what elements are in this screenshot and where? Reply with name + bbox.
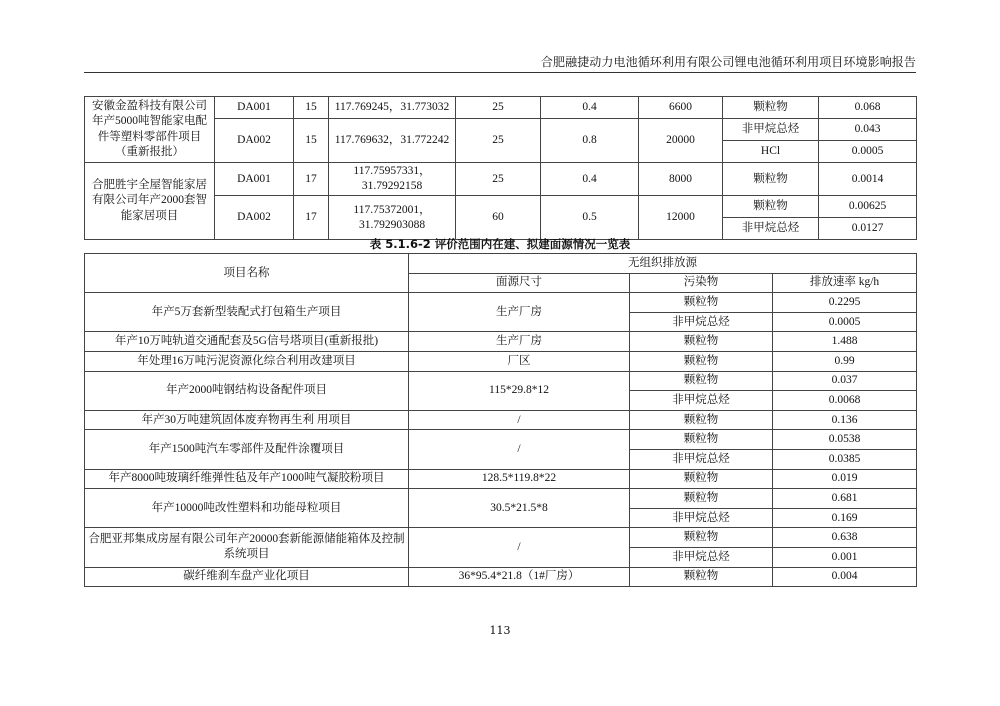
project-cell: 年处理16万吨污泥资源化综合利用改建项目: [85, 351, 409, 371]
coordinates: 117.769245，31.773032: [329, 97, 456, 119]
table-row: [85, 528, 917, 548]
emission-rate: 0.0538: [773, 430, 917, 450]
coordinates: 117.769632，31.772242: [329, 119, 456, 163]
coordinates: 117.75372001，31.792903088: [329, 196, 456, 240]
project-cell: 安徽金盈科技有限公司年产5000吨智能家电配件等塑料零部件项目（重新报批）: [85, 97, 215, 163]
emission-rate: 0.136: [773, 410, 917, 430]
stack-height: 17: [294, 196, 329, 240]
emission-rate: 0.00625: [819, 196, 917, 218]
header-area-size: 面源尺寸: [409, 273, 630, 293]
area-size: 生产厂房: [409, 293, 630, 332]
area-source-table: [84, 253, 917, 587]
pollutant: 颗粒物: [630, 567, 773, 587]
area-size: 36*95.4*21.8（1#厂房）: [409, 567, 630, 587]
pollutant: 颗粒物: [630, 332, 773, 352]
pollutant: 非甲烷总烃: [630, 391, 773, 411]
diameter: 0.5: [541, 196, 639, 240]
point-source-table: [84, 96, 917, 240]
emission-rate: 0.004: [773, 567, 917, 587]
emission-rate: 0.638: [773, 528, 917, 548]
page-number: 113: [489, 624, 511, 637]
emission-rate: 0.681: [773, 489, 917, 509]
report-header: 合肥融捷动力电池循环利用有限公司锂电池循环利用项目环境影响报告: [540, 55, 916, 69]
area-size: /: [409, 430, 630, 469]
area-size: 厂区: [409, 351, 630, 371]
temperature: 25: [456, 119, 541, 163]
table-row: [85, 97, 917, 119]
table-row: [85, 410, 917, 430]
table-row: [85, 351, 917, 371]
source-id: DA002: [215, 119, 294, 163]
pollutant: 颗粒物: [723, 97, 819, 119]
area-size: 115*29.8*12: [409, 371, 630, 410]
emission-rate: 0.0068: [773, 391, 917, 411]
project-cell: 年产10000吨改性塑料和功能母粒项目: [85, 489, 409, 528]
pollutant: 颗粒物: [630, 371, 773, 391]
temperature: 25: [456, 163, 541, 196]
project-cell: 年产5万套新型装配式打包箱生产项目: [85, 293, 409, 332]
pollutant: 非甲烷总烃: [630, 508, 773, 528]
header-pollutant: 污染物: [630, 273, 773, 293]
diameter: 0.4: [541, 163, 639, 196]
pollutant: 颗粒物: [630, 293, 773, 313]
emission-rate: 0.037: [773, 371, 917, 391]
stack-height: 15: [294, 97, 329, 119]
project-cell: 合肥胜宇全屋智能家居有限公司年产2000套智能家居项目: [85, 163, 215, 240]
table-row: [85, 332, 917, 352]
diameter: 0.4: [541, 97, 639, 119]
project-cell: 年产2000吨钢结构设备配件项目: [85, 371, 409, 410]
coordinates: 117.75957331，31.79292158: [329, 163, 456, 196]
project-cell: 年产30万吨建筑固体废弃物再生利 用项目: [85, 410, 409, 430]
area-size: 128.5*119.8*22: [409, 469, 630, 489]
emission-rate: 0.001: [773, 547, 917, 567]
source-id: DA001: [215, 97, 294, 119]
table-row: [85, 567, 917, 587]
project-cell: 年产8000吨玻璃纤维弹性毡及年产1000吨气凝胶粉项目: [85, 469, 409, 489]
emission-rate: 0.0005: [819, 141, 917, 163]
header-row: [85, 254, 917, 274]
area-size: 30.5*21.5*8: [409, 489, 630, 528]
flow-rate: 6600: [639, 97, 723, 119]
area-size: /: [409, 410, 630, 430]
emission-rate: 0.2295: [773, 293, 917, 313]
source-id: DA001: [215, 163, 294, 196]
header-project-name: 项目名称: [85, 254, 409, 293]
table-row: [85, 489, 917, 509]
emission-rate: 0.043: [819, 119, 917, 141]
project-cell: 年产10万吨轨道交通配套及5G信号塔项目(重新报批): [85, 332, 409, 352]
pollutant: HCl: [723, 141, 819, 163]
pollutant: 非甲烷总烃: [630, 449, 773, 469]
stack-height: 17: [294, 163, 329, 196]
flow-rate: 20000: [639, 119, 723, 163]
pollutant: 颗粒物: [723, 163, 819, 196]
table-caption: 表 5.1.6-2 评价范围内在建、拟建面源情况一览表: [369, 237, 631, 251]
header-rate: 排放速率 kg/h: [773, 273, 917, 293]
pollutant: 颗粒物: [630, 351, 773, 371]
source-id: DA002: [215, 196, 294, 240]
project-cell: 碳纤维刹车盘产业化项目: [85, 567, 409, 587]
pollutant: 颗粒物: [630, 410, 773, 430]
stack-height: 15: [294, 119, 329, 163]
pollutant: 颗粒物: [630, 528, 773, 548]
diameter: 0.8: [541, 119, 639, 163]
emission-rate: 1.488: [773, 332, 917, 352]
temperature: 25: [456, 97, 541, 119]
header-fugitive: 无组织排放源: [409, 254, 917, 274]
temperature: 60: [456, 196, 541, 240]
table-row: [85, 293, 917, 313]
pollutant: 颗粒物: [723, 196, 819, 218]
project-cell: 合肥亚邦集成房屋有限公司年产20000套新能源储能箱体及控制系统项目: [85, 528, 409, 567]
flow-rate: 12000: [639, 196, 723, 240]
pollutant: 非甲烷总烃: [630, 312, 773, 332]
pollutant: 非甲烷总烃: [723, 218, 819, 240]
flow-rate: 8000: [639, 163, 723, 196]
emission-rate: 0.0385: [773, 449, 917, 469]
emission-rate: 0.019: [773, 469, 917, 489]
table-row: [85, 163, 917, 196]
emission-rate: 0.0005: [773, 312, 917, 332]
area-size: /: [409, 528, 630, 567]
table-row: [85, 430, 917, 450]
project-cell: 年产1500吨汽车零部件及配件涂覆项目: [85, 430, 409, 469]
table-row: [85, 469, 917, 489]
table-row: [85, 371, 917, 391]
emission-rate: 0.0127: [819, 218, 917, 240]
header-rule: [84, 72, 916, 73]
emission-rate: 0.99: [773, 351, 917, 371]
pollutant: 颗粒物: [630, 489, 773, 509]
pollutant: 颗粒物: [630, 430, 773, 450]
area-size: 生产厂房: [409, 332, 630, 352]
emission-rate: 0.068: [819, 97, 917, 119]
emission-rate: 0.0014: [819, 163, 917, 196]
pollutant: 颗粒物: [630, 469, 773, 489]
emission-rate: 0.169: [773, 508, 917, 528]
pollutant: 非甲烷总烃: [630, 547, 773, 567]
pollutant: 非甲烷总烃: [723, 119, 819, 141]
